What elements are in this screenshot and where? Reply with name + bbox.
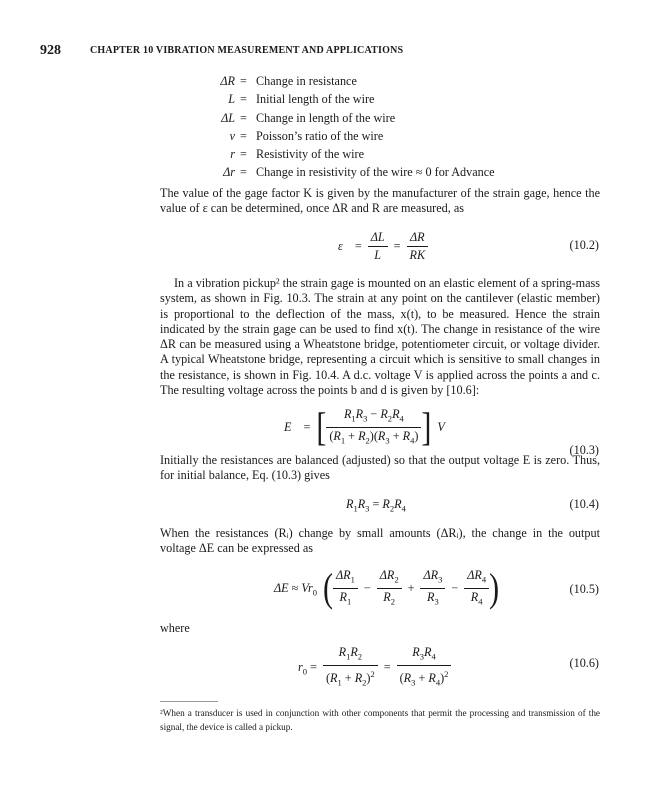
definition-symbol: ν (229, 128, 235, 143)
definition-symbol: ΔL (221, 110, 235, 125)
paragraph-small-changes: When the resistances (Rᵢ) change by small amounts (ΔRᵢ), the change in the output voltage ΔE can be expressed as (160, 526, 600, 556)
definition-symbol: L (228, 92, 235, 107)
page-number: 928 (40, 43, 61, 58)
chapter-title: CHAPTER 10 VIBRATION MEASUREMENT AND APPLICATIONS (90, 45, 404, 56)
definition-text: Change in resistance (256, 74, 357, 88)
footnote-rule (160, 701, 218, 702)
definition-row: ΔR = Change in resistance (160, 72, 580, 90)
definition-text: Change in resistivity of the wire ≈ 0 for Advance (256, 165, 495, 180)
definition-symbol: ΔR (220, 74, 235, 88)
definition-text: Initial length of the wire (256, 92, 375, 107)
where-label: where (160, 621, 190, 635)
definition-row: L = Initial length of the wire (160, 90, 580, 108)
equation-number: (10.5) (569, 582, 599, 596)
equation-number: (10.3) (569, 443, 599, 457)
equation-number: (10.2) (569, 238, 599, 252)
equation-number: (10.4) (569, 497, 599, 511)
paragraph-gage-factor: The value of the gage factor K is given by the manufacturer of the strain gage, hence the value of ε can be determined, once ΔR and R are measured, as (160, 186, 600, 216)
footnote: ²When a transducer is used in conjunction with other components that permit the processing and transmission of the signal, the device is called a pickup. (160, 708, 600, 732)
paragraph-initial-balance: Initially the resistances are balanced (adjusted) so that the output voltage E is zero. Thus, for initial balance, Eq. (10.3) gives (160, 453, 600, 483)
definition-symbol: r (230, 147, 235, 162)
definitions-list (160, 72, 580, 182)
equation-number: (10.6) (569, 656, 599, 670)
definition-row: ν = Poisson’s ratio of the wire (160, 127, 580, 145)
definition-symbol: Δr (223, 165, 235, 180)
equation-10-4: $R_1R_3 = R_2R_4$ (346, 497, 406, 514)
equation-10-3: E = [ $\frac{R_1R_3 - R_2R_4}{(R_1 + R_2)(R_3 + R_4)}$ ] V (284, 404, 445, 450)
definition-text: Poisson’s ratio of the wire (256, 128, 384, 143)
definition-text: Resistivity of the wire (256, 147, 364, 162)
definition-row: r = Resistivity of the wire (160, 145, 580, 163)
equation-10-2: ε = $\frac{\Delta L}{L}$ = $\frac{\Delta R}{RK}$ (338, 229, 428, 264)
definition-text: Change in length of the wire (256, 110, 396, 125)
paragraph-vibration-pickup: In a vibration pickup² the strain gage is mounted on an elastic element of a spring-mass system, as shown in Fig. 10.3. The strain at any point on the cantilever (elastic member) is proportional to the deflection of the mass, x(t), to be measured. Hence the strain indicated by the strain gage can be used to find x(t). The change in resistance of the wire ΔR can be measured using a Wheatstone bridge, potentiometer circuit, or voltage divider. A typical Wheatstone bridge, representing a circuit which is sensitive to small changes in the resistance, is shown in Fig. 10.4. A d.c. voltage V is applied across the points a and c. The resulting voltage across the points b and d is given by [10.6]: (160, 276, 600, 398)
definition-row: Δr = Change in resistivity of the wire ≈ 0 for Advance (160, 163, 580, 181)
equation-10-6: $r_0$ = $\frac{R_1R_2}{(R_1 + R_2)^2}$ = $\frac{R_3R_4}{(R_3 + R_4)^2}$ (298, 644, 451, 692)
definition-row: ΔL = Change in length of the wire (160, 109, 580, 127)
equation-10-5: $\Delta E \approx Vr_0$ ( $\frac{\Delta R_1}{R_1}$ − $\frac{\Delta R_2}{R_2}$ + $\frac{\Delta R_3}{R_3}$ − $\frac{\Delta R_4}{R_4}$ ) (274, 565, 500, 611)
